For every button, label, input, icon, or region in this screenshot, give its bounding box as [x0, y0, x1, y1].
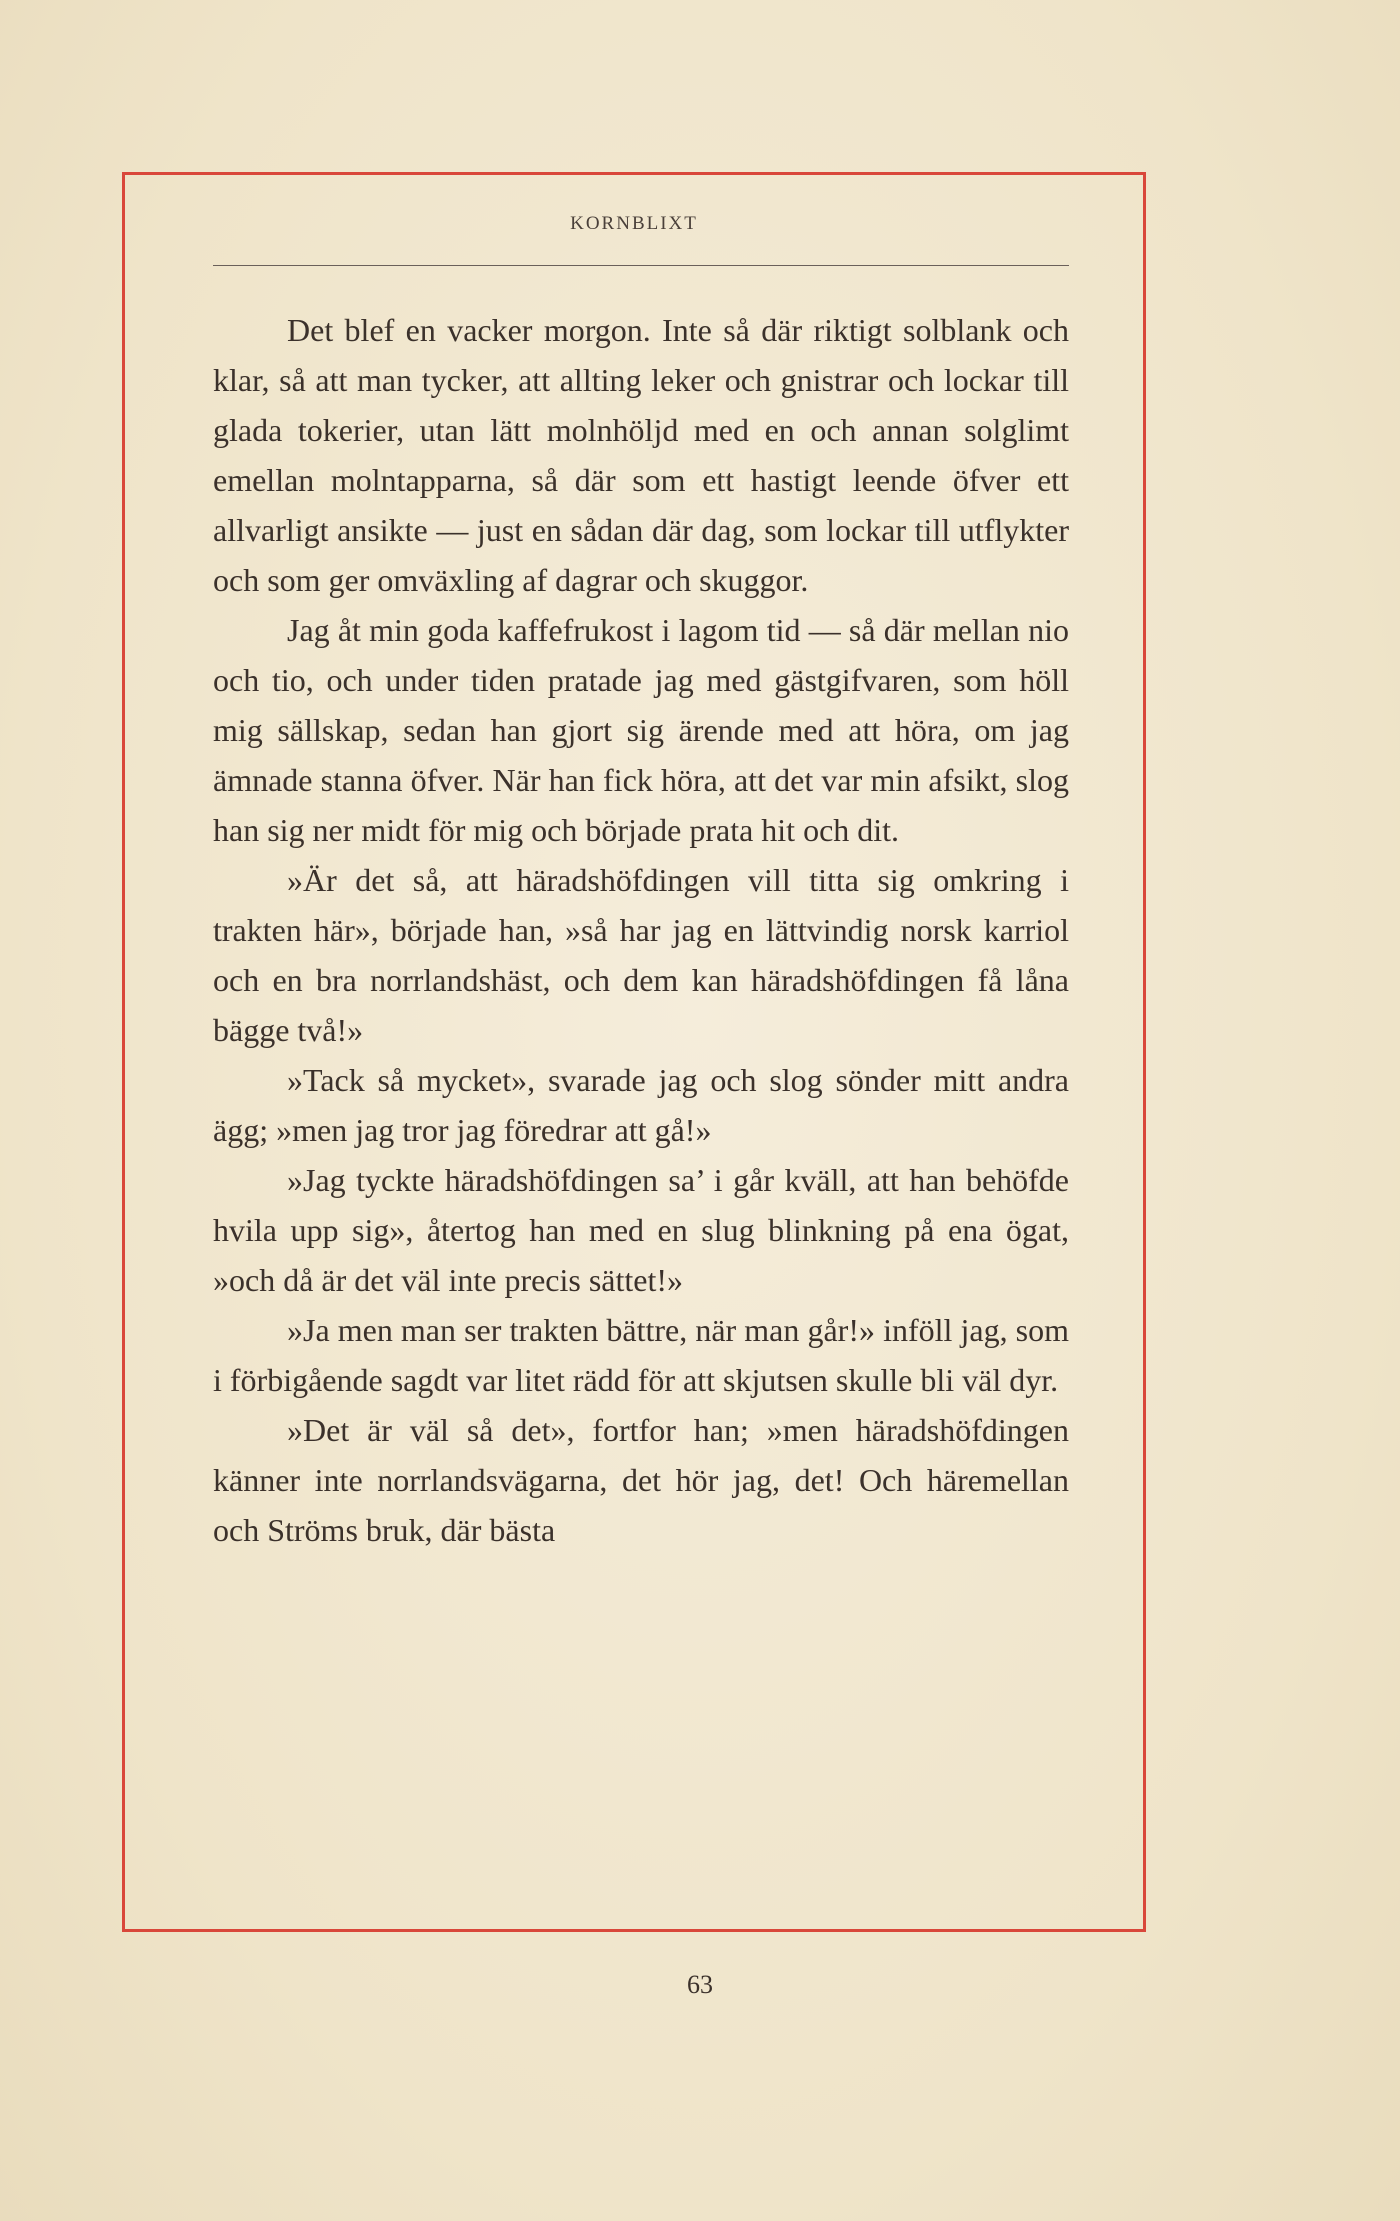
body-text: [213, 305, 1069, 1555]
paragraph: »Är det så, att häradshöfdingen vill titta sig omkring i trakten här», började han, »så har jag en lättvindig norsk karriol och en bra norrlandshäst, och dem kan häradshöfdingen få låna bägge två!»: [213, 862, 1069, 1048]
paragraph: »Det är väl så det», fortfor han; »men häradshöfdingen känner inte norrlandsvägarna, det hör jag, det! Och häremellan och Ströms bruk, där bästa: [213, 1412, 1069, 1548]
paragraph: »Jag tyckte häradshöfdingen sa’ i går kväll, att han behöfde hvila upp sig», återtog han med en slug blinkning på ena ögat, »och då är det väl inte precis sättet!»: [213, 1162, 1069, 1298]
page-number: 63: [687, 1970, 713, 1999]
paragraph: »Ja men man ser trakten bättre, när man går!» inföll jag, som i förbigående sagdt var litet rädd för att skjutsen skulle bli väl dyr.: [213, 1312, 1069, 1398]
paragraph: »Tack så mycket», svarade jag och slog sönder mitt andra ägg; »men jag tror jag föredrar att gå!»: [213, 1062, 1069, 1148]
running-title: KORNBLIXT: [570, 213, 698, 234]
paragraph: Det blef en vacker morgon. Inte så där riktigt solblank och klar, så att man tycker, att allting leker och gnistrar och lockar till glada tokerier, utan lätt molnhöljd med en och annan solglimt emellan molntapparna, så där som ett hastigt leende öfver ett allvarligt ansikte — just en sådan där dag, som lockar till utflykter och som ger omväxling af dagrar och skuggor.: [213, 312, 1069, 598]
page-frame: [122, 172, 1146, 1932]
header-rule: [213, 265, 1069, 266]
paragraph: Jag åt min goda kaffefrukost i lagom tid — så där mellan nio och tio, och under tiden pratade jag med gästgifvaren, som höll mig sällskap, sedan han gjort sig ärende med att höra, om jag ämnade stanna öfver. När han fick höra, att det var min afsikt, slog han sig ner midt för mig och började prata hit och dit.: [213, 612, 1069, 848]
